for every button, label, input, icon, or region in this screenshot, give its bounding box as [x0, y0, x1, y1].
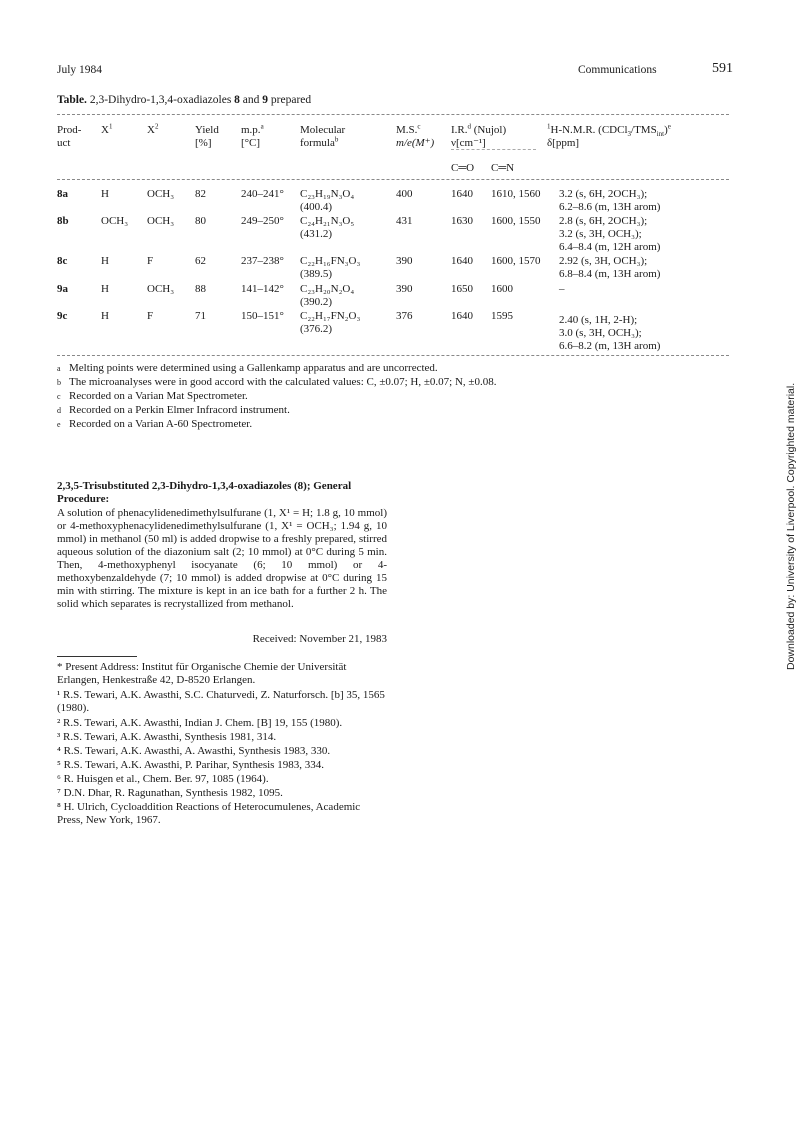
- mp-unit: [°C]: [241, 137, 261, 149]
- cell-product: 9a: [57, 283, 68, 295]
- col-header-cn: C═N: [491, 162, 515, 174]
- cell-formula: C₂₃H₁₉N₃O₄: [300, 188, 355, 200]
- cell-cn: 1600: [491, 283, 513, 295]
- cell-mp: 240–241°: [241, 188, 284, 200]
- download-notice-text: Downloaded by: University of Liverpool. Copyrighted material.: [785, 382, 797, 670]
- caption-and: and: [242, 94, 260, 106]
- table-caption: [57, 94, 311, 106]
- cell-formula: C₂₂H₁₇FN₂O₃: [300, 310, 361, 322]
- cell-yield: 88: [195, 283, 206, 295]
- cell-ms: 431: [396, 215, 413, 227]
- ms-label: M.S.: [396, 124, 418, 136]
- col-header-x2: $X^2$: [147, 122, 159, 136]
- cell-mp: 150–151°: [241, 310, 284, 322]
- running-date: July 1984: [57, 64, 103, 76]
- col-header-yield: Yield [%]: [195, 124, 219, 149]
- cell-nmr: –: [559, 283, 565, 295]
- cell-nmr: 3.0 (s, 3H, OCH₃);: [559, 327, 642, 339]
- col-header-x1: $X^1$: [101, 122, 113, 136]
- cell-x1: H: [101, 255, 109, 267]
- table-top-rule: [57, 114, 729, 115]
- cell-formula: C₂₄H₂₁N₃O₅: [300, 215, 355, 227]
- footnote: [57, 362, 438, 375]
- cell-x2: OCH₃: [147, 188, 175, 200]
- footnote-mark: a: [57, 364, 61, 373]
- procedure-body: A solution of phenacylidenedimethylsulfurane (1, X¹ = H; 1.8 g, 10 mmol) or 4-methoxyphenacylidenedimethylsulfurane (1, X¹ = OCH₃; 1.94 g, 10 mmol) in methanol (50 ml) is added dropwise to a freshly prepared, stirred aqueous solution of the diazonium salt (2; 10 mmol) at 0°C during 5 min. Then, 4-methoxyphenyl isocyanate (6; 10 mmol) or 4-methoxybenzaldehyde (7; 10 mmol) is added dropwise at 0°C during 15 min with stirring. The mixture is kept in an ice bath for a further 2 h. The solid which separates is recrystallized from methanol.: [57, 507, 387, 610]
- reference-item: ⁴ R.S. Tewari, A.K. Awasthi, A. Awasthi, Synthesis 1983, 330.: [57, 745, 331, 757]
- footnote-mark: b: [57, 378, 61, 387]
- col-header-mp: m.p.$^a$ [°C]: [241, 122, 264, 149]
- cell-yield: 62: [195, 255, 206, 267]
- footnote: [57, 376, 496, 389]
- footnote-text: Recorded on a Perkin Elmer Infracord instrument.: [69, 404, 290, 416]
- cell-nmr: 3.2 (s, 3H, OCH₃);: [559, 228, 642, 240]
- footnote-text: Melting points were determined using a Gallenkamp apparatus and are uncorrected.: [69, 362, 438, 374]
- cell-co: 1640: [451, 310, 473, 322]
- cell-nmr: 2.40 (s, 1H, 2-H);: [559, 314, 638, 326]
- caption-compound-1: 8: [234, 94, 240, 106]
- reference-item: ⁸ H. Ulrich, Cycloaddition Reactions of Heterocumulenes, Academic Press, New York, 1967.: [57, 801, 361, 826]
- cell-cn: 1600, 1570: [491, 255, 541, 267]
- formula-label-2: formula: [300, 137, 335, 149]
- cell-cn: 1595: [491, 310, 513, 322]
- cell-mp: 237–238°: [241, 255, 284, 267]
- cell-formula: C₂₃H₂₀N₂O₄: [300, 283, 355, 295]
- cell-mass: (376.2): [300, 323, 333, 335]
- cell-nmr: 6.2–8.6 (m, 13H arom): [559, 201, 661, 213]
- cell-ms: 400: [396, 188, 413, 200]
- cell-x1: H: [101, 283, 109, 295]
- cell-nmr: 3.2 (s, 6H, 2OCH₃);: [559, 188, 648, 200]
- col-header-formula: Molecular formula$^b$: [300, 124, 346, 149]
- footnote: [57, 418, 252, 431]
- cell-yield: 82: [195, 188, 206, 200]
- col-header-nmr: $^1$H-N.M.R. $(CDCl_3/TMS_{int})^e$ δ[ppm]: [547, 122, 671, 149]
- reference-item: ³ R.S. Tewari, A.K. Awasthi, Synthesis 1981, 314.: [57, 731, 277, 743]
- cell-mass: (400.4): [300, 201, 333, 213]
- page-number: 591: [712, 61, 733, 76]
- cell-yield: 71: [195, 310, 206, 322]
- reference-item: ⁷ D.N. Dhar, R. Ragunathan, Synthesis 1982, 1095.: [57, 787, 283, 799]
- reference-item: ¹ R.S. Tewari, A.K. Awasthi, S.C. Chaturvedi, Z. Naturforsch. [b] 35, 1565 (1980).: [57, 689, 385, 714]
- table-header-rule: [57, 179, 729, 180]
- footnote-mark: e: [57, 420, 61, 429]
- col-header-ir: I.R.$^d$ (Nujol) ν[cm⁻¹]: [451, 122, 507, 149]
- cell-nmr: 2.8 (s, 6H, 2OCH₃);: [559, 215, 648, 227]
- nmr-unit: δ[ppm]: [547, 137, 580, 149]
- cell-formula: C₂₂H₁₆FN₃O₃: [300, 255, 361, 267]
- cell-mass: (431.2): [300, 228, 333, 240]
- footnote-mark: c: [57, 392, 61, 401]
- table-bottom-rule: [57, 355, 729, 356]
- cell-product: 8a: [57, 188, 68, 200]
- cell-co: 1640: [451, 188, 473, 200]
- cell-co: 1630: [451, 215, 473, 227]
- cell-x2: OCH₃: [147, 283, 175, 295]
- references-rule: [57, 656, 137, 657]
- cell-x2: F: [147, 310, 154, 322]
- col-header-product: Prod- uct: [57, 124, 82, 149]
- reference-item: ⁶ R. Huisgen et al., Chem. Ber. 97, 1085 (1964).: [57, 773, 269, 785]
- procedure-title-a: 2,3,5-Trisubstituted 2,3-Dihydro-1,3,4-oxadiazoles (8); General: [57, 480, 352, 492]
- cell-nmr: 6.8–8.4 (m, 13H arom): [559, 268, 661, 280]
- mp-label: m.p.: [241, 124, 261, 136]
- cell-product: 9c: [57, 310, 68, 322]
- col-header-co: C═O: [451, 162, 475, 174]
- cell-co: 1650: [451, 283, 473, 295]
- caption-end: prepared: [270, 94, 312, 106]
- col-header-ms: M.S.$^c$ m/e(M⁺): [396, 122, 435, 149]
- ir-unit: ν[cm⁻¹]: [451, 137, 486, 149]
- reference-item: * Present Address: Institut für Organische Chemie der Universität Erlangen, Henkestraße 42, D-8520 Erlangen.: [57, 661, 347, 686]
- footnote: [57, 404, 290, 417]
- procedure-title: [57, 480, 387, 506]
- ir-label: I.R.: [451, 124, 468, 136]
- cell-cn: 1610, 1560: [491, 188, 541, 200]
- footnote-text: The microanalyses were in good accord with the calculated values: C, ±0.07; H, ±0.07; N, ±0.08.: [69, 376, 497, 388]
- cell-nmr: 2.92 (s, 3H, OCH₃);: [559, 255, 648, 267]
- received-date: Received: November 21, 1983: [252, 633, 387, 645]
- cell-mp: 141–142°: [241, 283, 284, 295]
- cell-cn: 1600, 1550: [491, 215, 541, 227]
- cell-yield: 80: [195, 215, 206, 227]
- procedure-title-b: Procedure:: [57, 493, 110, 505]
- cell-nmr: 6.6–8.2 (m, 13H arom): [559, 340, 661, 352]
- cell-product: 8c: [57, 255, 68, 267]
- cell-x2: F: [147, 255, 154, 267]
- cell-ms: 376: [396, 310, 413, 322]
- nmr-label: H-N.M.R. (CDCl: [550, 124, 628, 136]
- formula-label: Molecular: [300, 124, 346, 136]
- cell-nmr: 6.4–8.4 (m, 12H arom): [559, 241, 661, 253]
- x2-label: X: [147, 124, 155, 136]
- cell-x2: OCH₃: [147, 215, 175, 227]
- caption-label: Table.: [57, 94, 87, 106]
- ir-nujol: (Nujol): [473, 124, 507, 136]
- cell-mp: 249–250°: [241, 215, 284, 227]
- footnote-text: Recorded on a Varian Mat Spectrometer.: [69, 390, 248, 402]
- footnote-mark: d: [57, 406, 61, 415]
- section-title: Communications: [578, 64, 657, 76]
- cell-product: 8b: [57, 215, 69, 227]
- cell-x1: H: [101, 310, 109, 322]
- x1-label: X: [101, 124, 109, 136]
- cell-co: 1640: [451, 255, 473, 267]
- reference-item: ² R.S. Tewari, A.K. Awasthi, Indian J. Chem. [B] 19, 155 (1980).: [57, 717, 343, 729]
- cell-x1: H: [101, 188, 109, 200]
- ir-subrule: [451, 149, 536, 150]
- reference-item: ⁵ R.S. Tewari, A.K. Awasthi, P. Parihar, Synthesis 1983, 334.: [57, 759, 324, 771]
- cell-x1: OCH₃: [101, 215, 129, 227]
- caption-text: 2,3-Dihydro-1,3,4-oxadiazoles: [89, 94, 232, 106]
- ms-unit: m/e(M⁺): [396, 137, 435, 149]
- download-notice: [785, 382, 799, 670]
- cell-ms: 390: [396, 255, 413, 267]
- cell-mass: (389.5): [300, 268, 333, 280]
- footnote-text: Recorded on a Varian A-60 Spectrometer.: [69, 418, 253, 430]
- footnote: [57, 390, 248, 403]
- cell-mass: (390.2): [300, 296, 333, 308]
- caption-compound-2: 9: [262, 94, 269, 106]
- cell-ms: 390: [396, 283, 413, 295]
